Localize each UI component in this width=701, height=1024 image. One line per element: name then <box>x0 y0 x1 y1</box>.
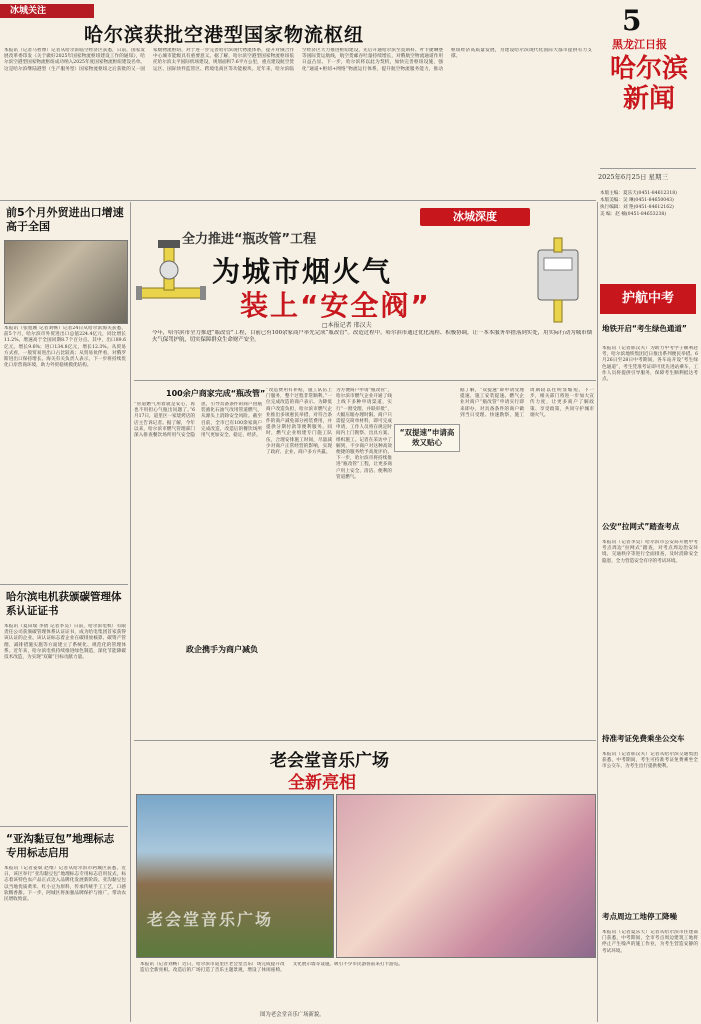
column-tag-label: 冰城深度 <box>453 210 497 223</box>
feature-col-2: “改造费用有补贴，施工队伍上门服务，整个过程非常顺利。”一位完成改造的商户表示。为降低商户改造负担，哈尔滨市燃气企业推出多项惠民举措，对符合条件的商户减免部分初装费用，并提供分期付款等便利服务。同时，燃气企业组建专门施工队伍，合理安排施工时间，尽量减少对商户正常经营的影响，实现了政府、企业、商户多方共赢。 <box>266 388 332 456</box>
lead-headline: 哈尔滨获批空港型国家物流枢纽 <box>84 24 365 46</box>
feature-byline: □本报记者 邢汉夫 <box>322 322 372 329</box>
column-tag-label: 护航中考 <box>621 291 674 306</box>
music-photo-left <box>136 794 334 958</box>
divider <box>0 200 596 201</box>
music-body: 本报讯（记者刘畅）近日，哈尔滨市道里区老会堂音乐广场完成提升改造后全新亮相。改造后的广场打造了音乐主题景观，增设了休闲座椅、文化展示墙等设施，吸引不少市民游客前来打卡游览。 <box>140 962 403 974</box>
lead-body: 本报讯（记者马智博）记者从哈尔滨临空经济区获悉，日前，国家发展改革委印发《关于做好2025年国家物流枢纽建设工作的通知》，哈尔滨空港型国家物流枢纽成功纳入2025年度国家物流枢纽建设名单。这是哈尔滨继陆港型（生产服务型）国家物流枢纽之后获批的又一国家级物流枢纽，对于进一步完善哈尔滨现代物流体系，提升对俄合作中心城市能级具有重要意义。据了解，哈尔滨空港型国家物流枢纽依托哈尔滨太平国际机场建设，规划面积7.6平方公里，重点建设航空货运区、国际快件监管区、跨境电商区等功能板块。近年来，哈尔滨临空经济区大力推进枢纽建设，先后开通哈尔滨至莫斯科、叶卡捷琳堡等国际货运航线，航空货邮吞吐量持续增长，对俄航空物流通道作用日益凸显。下一步，哈尔滨将以此为契机，加快完善枢纽设施，强化“通道+枢纽+网络”物流运行体系，提升航空物流服务能力，推动枢纽经济高质量发展，为建设哈尔滨现代化国际大都市提供有力支撑。 <box>4 48 592 72</box>
music-headline-line1: 老会堂音乐广场 <box>270 751 389 771</box>
trade-photo <box>4 240 128 324</box>
music-photo-right <box>336 794 596 958</box>
exam-body-4: 本报讯（记者夏乐天）记者从哈尔滨市住建部门获悉，中考期间，全市考点周边建筑工地将停止产生噪声的施工作业，为考生营造安静的考试环境。 <box>602 930 698 954</box>
feature-col-3: 为方便商户申请“瓶改管”，哈尔滨市燃气企业开通了线上线下多种申请渠道，实行“一窗受理、并联审批”，大幅压缩办理时限。商户只需提交简单材料，即可完成申请，工作人员将在规定时间内上门勘察、出具方案、组织施工。记者在采访中了解到，不少商户对这种高效便捷的服务给予高度评价。下一步，哈尔滨市将持续推进“瓶改管”工程，让更多商户用上安全、清洁、便利的管道燃气。 <box>336 388 392 480</box>
editor-list <box>600 190 700 218</box>
exam-body-1: 本报讯（记者邢汉夫）为助力中考学子顺利赴考，哈尔滨地铁集团近日推出系列便民举措。6月26日至28日中考期间，各车站开设“考生绿色通道”，考生凭准考证即可优先进站乘车，工作人员将提供引导服务，保障考生顺利抵达考点。 <box>602 346 698 383</box>
editor-line: 美 编：赵 楠(0451-84653238) <box>600 212 667 217</box>
section-title-line1: 哈尔滨 <box>609 54 688 84</box>
feature-col-1: “管道燃气用着就是安心，再也不用担心气瓶出问题了。”6月17日，道里区一家烧烤店的店主告诉记者。据了解，今年以来，哈尔滨市燃气管理部门深入排查餐饮场所用气安全隐患，引导具备条件的商户由瓶装液化石油气改用管道燃气，从源头上消除安全风险。截至目前，全市已有100余家商户完成改造，改造后的餐饮场所用气更加安全、稳定、经济。 <box>134 402 262 439</box>
feature-subhead-3-box <box>394 424 460 452</box>
bean-body: 本报讯（记者姜斌 赵维）记者从哈尔滨市阿城区获悉，近日，该区举行“亚沟黏豆包”地理标志专用标志启用仪式，标志着该特色农产品正式迈入品牌化发展新阶段。亚沟黏豆包以当地优质黄米、红小豆为原料，传承传统手工工艺，口感软糯香甜。下一步，阿城区将加强品牌保护与推广，带动农民增收致富。 <box>4 866 126 903</box>
divider <box>134 740 596 741</box>
feature-subhead-1: 100余户商家完成“瓶改管” <box>166 389 266 398</box>
column-divider <box>597 202 598 1022</box>
gas-meter-illustration <box>528 236 594 326</box>
gas-pipe-illustration <box>134 236 210 324</box>
exam-body-2: 本报讯（记者李昊）哈尔滨市公安局开展中考考点周边“拉网式”踏查，对考点周边治安环境、交通秩序等进行全面排查，及时消除安全隐患，全力营造安全有序的考试环境。 <box>602 540 698 564</box>
feature-subhead-2: 政企携手为商户减负 <box>186 645 258 654</box>
column-tag-bingcheng-guanzhu: 冰城关注 <box>0 4 94 18</box>
divider <box>0 826 128 827</box>
column-divider <box>130 202 131 1022</box>
editor-line: 本版美编：吴 琳(0451-84650043) <box>600 198 674 203</box>
editor-line: 执行编辑：刘 艳(0451-84612162) <box>600 205 674 210</box>
column-tag-bingcheng-shendu <box>420 208 530 226</box>
exam-headline-1: 地铁开启“考生绿色通道” <box>602 324 687 333</box>
trade-headline: 前5个月外贸进出口增速高于全国 <box>6 206 124 233</box>
section-title-line2: 新闻 <box>622 84 675 114</box>
music-caption: 图为老会堂音乐广场新貌。 <box>260 1012 325 1018</box>
motor-body: 本报讯（夏田瑞 李倩 记者李昊）日前，哈尔滨电机厂有限责任公司获颁碳管理体系认证证书，成为哈电集团首家获得该认证的企业。该认证标志着企业在碳排放核算、碳资产管理、减排措施实施等方面建立了系统化、规范化的管理体系。近年来，哈尔滨电机持续推进绿色制造，深化节能降碳技术改造，为实现“双碳”目标贡献力量。 <box>4 624 126 661</box>
page-number: 5 <box>622 4 642 37</box>
feature-col-4: 据了解，“双提速”即申请受理提速、施工安装提速。燃气企业对商户“瓶改管”申请实行即来即办，对具备条件的商户做到当日受理、快速勘察，施工周期较以往明显缩短。下一步，相关部门将进一步加大宣传力度，让更多商户了解政策、享受政策，共同守护城市烟火气。 <box>460 388 594 418</box>
feature-headline-line1: 为城市烟火气 <box>212 255 393 288</box>
section-title <box>604 54 694 114</box>
feature-kicker: 全力推进“瓶改管”工程 <box>182 232 317 247</box>
feature-headline-line2: 装上“安全阀” <box>240 289 431 322</box>
masthead-divider <box>600 168 696 169</box>
column-tag-huhang-zhongkao <box>600 284 696 314</box>
divider <box>134 380 596 381</box>
editor-line: 本版主编：夏乐天(0451-84612318) <box>600 191 677 196</box>
divider <box>0 584 128 585</box>
newspaper-name: 黑龙江日报 <box>612 38 667 51</box>
exam-headline-4: 考点周边工地停工降噪 <box>602 912 677 921</box>
feature-subhead-3: “双提速”申请高效又贴心 <box>399 428 455 447</box>
issue-date: 2025年6月25日 星期三 <box>598 173 669 181</box>
exam-headline-2: 公安“拉网式”踏查考点 <box>602 522 680 531</box>
feature-intro: 今年，哈尔滨市全力推进“瓶改管”工程，目前已有100余家商户率先完成“瓶改管”。改造过程中，哈尔滨市通过优化流程、积极协调，让一本本服务举措落到实处，用实际行动为城市烟火气保驾护航，切实保障群众生命财产安全。 <box>152 330 592 344</box>
bean-headline: “亚沟黏豆包”地理标志专用标志启用 <box>6 833 115 859</box>
music-headline-line2: 全新亮相 <box>288 773 356 793</box>
trade-body: 本报讯（张旭刚 记者刘畅）记者24日从哈尔滨海关获悉，前5个月，哈尔滨市外贸进出口总值224.4亿元，同比增长11.2%，增速高于全国同期8.7个百分点。其中，出口89.6亿元，增长9.6%；进口134.8亿元，增长12.3%。从贸易方式看，一般贸易进出口占比较高；从贸易伙伴看，对俄罗斯进出口保持增长。海关有关负责人表示，下一步将持续优化口岸营商环境，助力外贸稳规模优结构。 <box>4 326 126 369</box>
motor-headline: 哈尔滨电机获颁碳管理体系认证证书 <box>6 591 122 617</box>
music-photo-sign: 老会堂音乐广场 <box>147 910 274 929</box>
exam-body-3: 本报讯（记者邢汉夫）记者从哈尔滨交通集团获悉，中考期间，考生可持准考证免费乘坐全市公交车，为考生出行提供便利。 <box>602 752 698 770</box>
exam-headline-3: 持准考证免费乘坐公交车 <box>602 734 685 743</box>
